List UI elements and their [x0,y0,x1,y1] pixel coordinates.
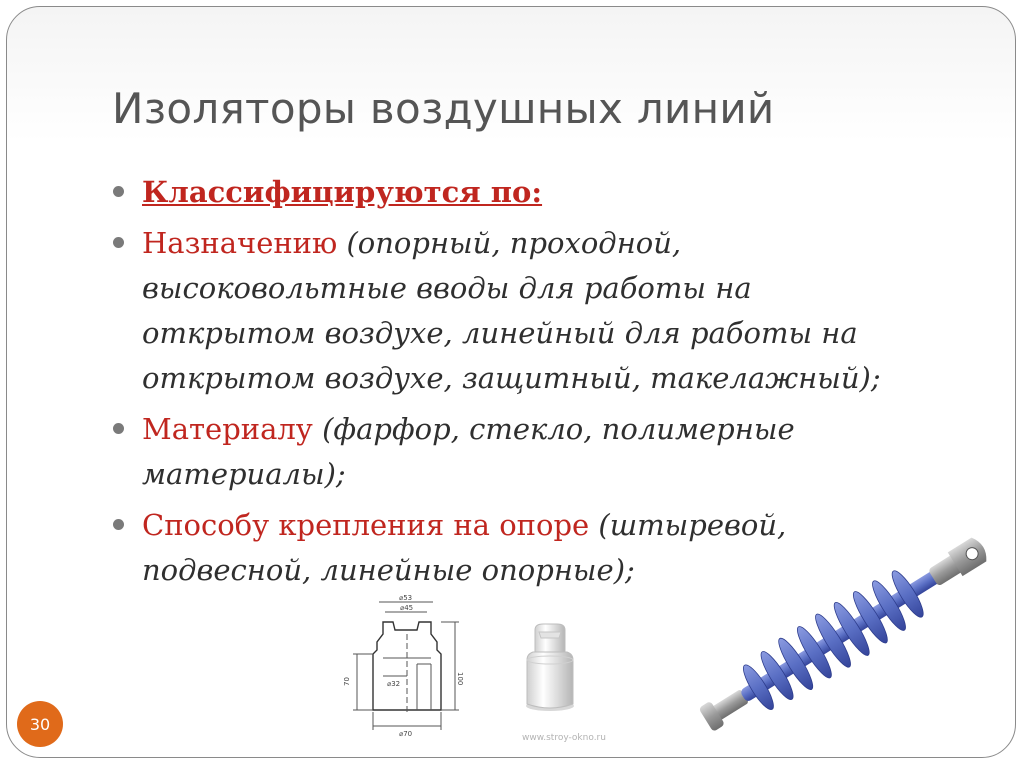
photo-watermark: www.stroy-okno.ru [522,733,606,743]
bullet-item [112,407,912,497]
page-number-badge: 30 [17,701,63,747]
dimension-label: 70 [343,677,351,686]
bullet-lead: Способу крепления на опоре [142,508,590,542]
bullet-item [112,170,912,215]
polymer-insulator-image [690,530,1010,730]
porcelain-insulator-photo [515,620,585,715]
dimension-label: 100 [456,672,464,686]
dimension-label: ⌀45 [400,604,414,612]
slide-title: Изоляторы воздушных линий [112,84,775,133]
dimension-label: ⌀53 [399,594,413,602]
dimension-label: ⌀32 [387,680,401,688]
bullet-lead: Материалу [142,412,313,446]
dimension-label: ⌀70 [399,730,413,738]
insulator-drawing [345,594,470,744]
bullet-lead: Назначению [142,226,338,260]
bullet-item [112,221,912,401]
bullet-dot-icon [113,423,124,434]
bullet-heading: Классифицируются по: [142,175,543,209]
bullet-details: (штыревой, подвесной, линейные опорные); [142,508,787,587]
bullet-dot-icon [113,186,124,197]
bullet-dot-icon [113,519,124,530]
bullet-dot-icon [113,237,124,248]
bullet-details: (фарфор, стекло, полимерные материалы); [142,412,795,491]
bullet-details: (опорный, проходной, высоковольтные вводы для работы на открытом воздухе, линейный для работы на открытом воздухе, защитный, такелажный); [142,226,881,395]
